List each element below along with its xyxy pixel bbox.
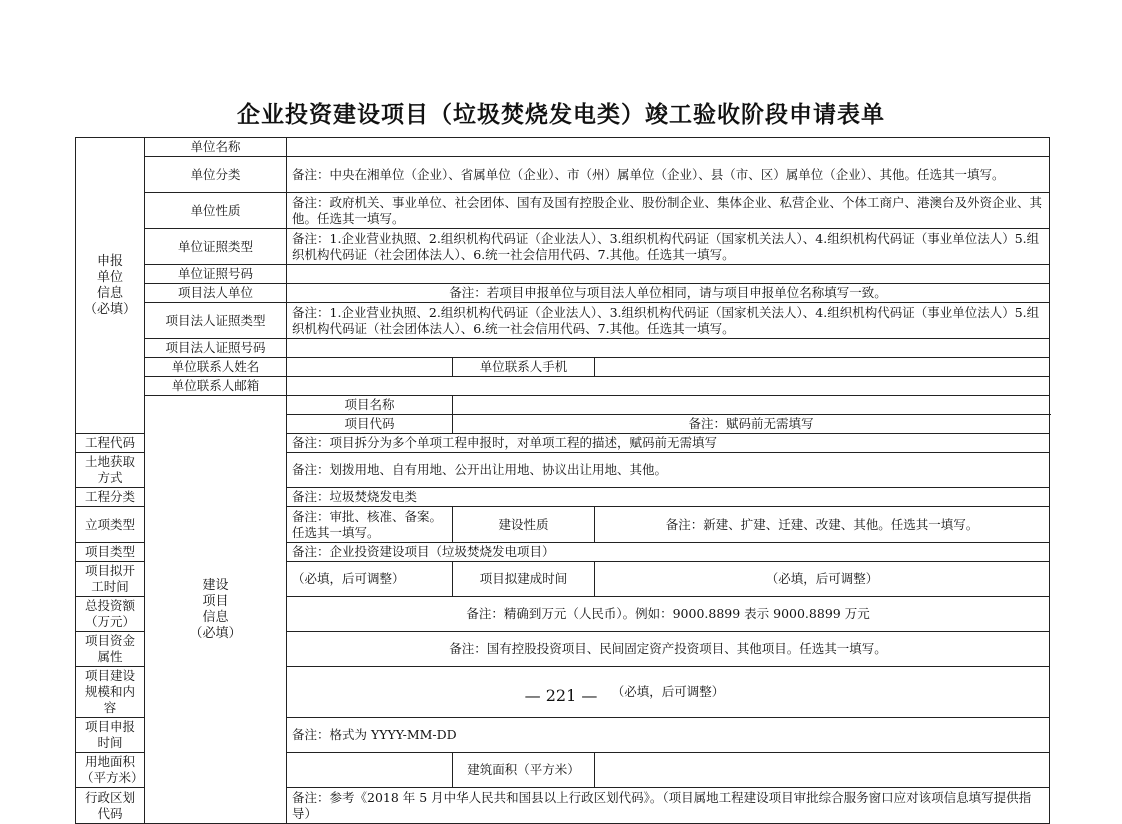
field-contact-name[interactable] [287,358,453,377]
page-number: — 221 — [524,686,598,705]
field-eng-category[interactable]: 备注：垃圾焚烧发电类 [287,488,1050,507]
field-scale[interactable]: （必填，后可调整） [287,667,1050,718]
label-region-code: 行政区划代码 [76,788,145,824]
label-project-type: 项目类型 [76,543,145,562]
label-build-nature: 建设性质 [453,507,595,543]
label-contact-phone: 单位联系人手机 [453,358,595,377]
field-legal-unit[interactable]: 备注：若项目申报单位与项目法人单位相同，请与项目申报单位名称填写一致。 [287,284,1050,303]
field-build-area[interactable] [595,753,1050,788]
section-applicant-info: 申报 单位 信息 （必填） [76,138,145,434]
section-project-info: 建设 项目 信息 （必填） [145,396,287,824]
label-project-name: 项目名称 [287,396,453,415]
label-cert-type: 单位证照类型 [145,229,287,265]
label-contact-email: 单位联系人邮箱 [145,377,287,396]
field-build-nature[interactable]: 备注：新建、扩建、迁建、改建、其他。任选其一填写。 [595,507,1050,543]
field-unit-category[interactable]: 备注：中央在湘单位（企业）、省属单位（企业）、市（州）属单位（企业）、县（市、区）属单位（企业）、其他。任选其一填写。 [287,157,1050,193]
label-project-code: 项目代码 [287,415,453,434]
label-unit-category: 单位分类 [145,157,287,193]
label-eng-category: 工程分类 [76,488,145,507]
label-unit-nature: 单位性质 [145,193,287,229]
field-region-code[interactable]: 备注：参考《2018 年 5 月中华人民共和国县以上行政区划代码》。（项目属地工程建设项目审批综合服务窗口应对该项信息填写提供指导） [287,788,1050,824]
label-legal-cert-no: 项目法人证照号码 [145,339,287,358]
label-unit-name: 单位名称 [145,138,287,157]
label-fund-attr: 项目资金属性 [76,632,145,667]
label-scale: 项目建设规模和内容 [76,667,145,718]
field-apply-time[interactable]: 备注：格式为 YYYY-MM-DD [287,718,1050,753]
field-contact-phone[interactable] [595,358,1050,377]
label-total-invest: 总投资额（万元） [76,597,145,632]
field-approval-type[interactable]: 备注：审批、核准、备案。任选其一填写。 [287,507,453,543]
label-eng-code: 工程代码 [76,434,145,453]
field-finish-time[interactable]: （必填，后可调整） [595,562,1050,597]
label-finish-time: 项目拟建成时间 [453,562,595,597]
field-legal-cert-no[interactable] [287,339,1050,358]
field-fund-attr[interactable]: 备注：国有控股投资项目、民间固定资产投资项目、其他项目。任选其一填写。 [287,632,1050,667]
field-legal-cert-type[interactable]: 备注：1.企业营业执照、2.组织机构代码证（企业法人）、3.组织机构代码证（国家机关法人）、4.组织机构代码证（事业单位法人）5.组织机构代码证（社会团体法人）、6.统一社会信用代码、7.其他。任选其一填写。 [287,303,1050,339]
field-project-name[interactable] [453,396,1050,415]
form-title: 企业投资建设项目（垃圾焚烧发电类）竣工验收阶段申请表单 [237,101,885,128]
label-legal-unit: 项目法人单位 [145,284,287,303]
field-start-time[interactable]: （必填，后可调整） [287,562,453,597]
label-land-method: 土地获取方式 [76,453,145,488]
field-cert-no[interactable] [287,265,1050,284]
field-total-invest[interactable]: 备注：精确到万元（人民币）。例如：9000.8899 表示 9000.8899 万元 [287,597,1050,632]
label-land-area: 用地面积（平方米） [76,753,145,788]
label-legal-cert-type: 项目法人证照类型 [145,303,287,339]
label-start-time: 项目拟开工时间 [76,562,145,597]
label-apply-time: 项目申报时间 [76,718,145,753]
field-project-code[interactable]: 备注：赋码前无需填写 [453,415,1050,434]
label-cert-no: 单位证照号码 [145,265,287,284]
field-project-type[interactable]: 备注：企业投资建设项目（垃圾焚烧发电项目） [287,543,1050,562]
label-contact-name: 单位联系人姓名 [145,358,287,377]
field-land-area[interactable] [287,753,453,788]
application-form-table [75,137,1050,824]
field-unit-nature[interactable]: 备注：政府机关、事业单位、社会团体、国有及国有控股企业、股份制企业、集体企业、私营企业、个体工商户、港澳台及外资企业、其他。任选其一填写。 [287,193,1050,229]
field-contact-email[interactable] [287,377,1050,396]
label-build-area: 建筑面积（平方米） [453,753,595,788]
field-eng-code[interactable]: 备注：项目拆分为多个单项工程申报时，对单项工程的描述，赋码前无需填写 [287,434,1050,453]
field-cert-type[interactable]: 备注：1.企业营业执照、2.组织机构代码证（企业法人）、3.组织机构代码证（国家机关法人）、4.组织机构代码证（事业单位法人）5.组织机构代码证（社会团体法人）、6.统一社会信用代码、7.其他。任选其一填写。 [287,229,1050,265]
label-approval-type: 立项类型 [76,507,145,543]
field-land-method[interactable]: 备注：划拨用地、自有用地、公开出让用地、协议出让用地、其他。 [287,453,1050,488]
field-unit-name[interactable] [287,138,1050,157]
